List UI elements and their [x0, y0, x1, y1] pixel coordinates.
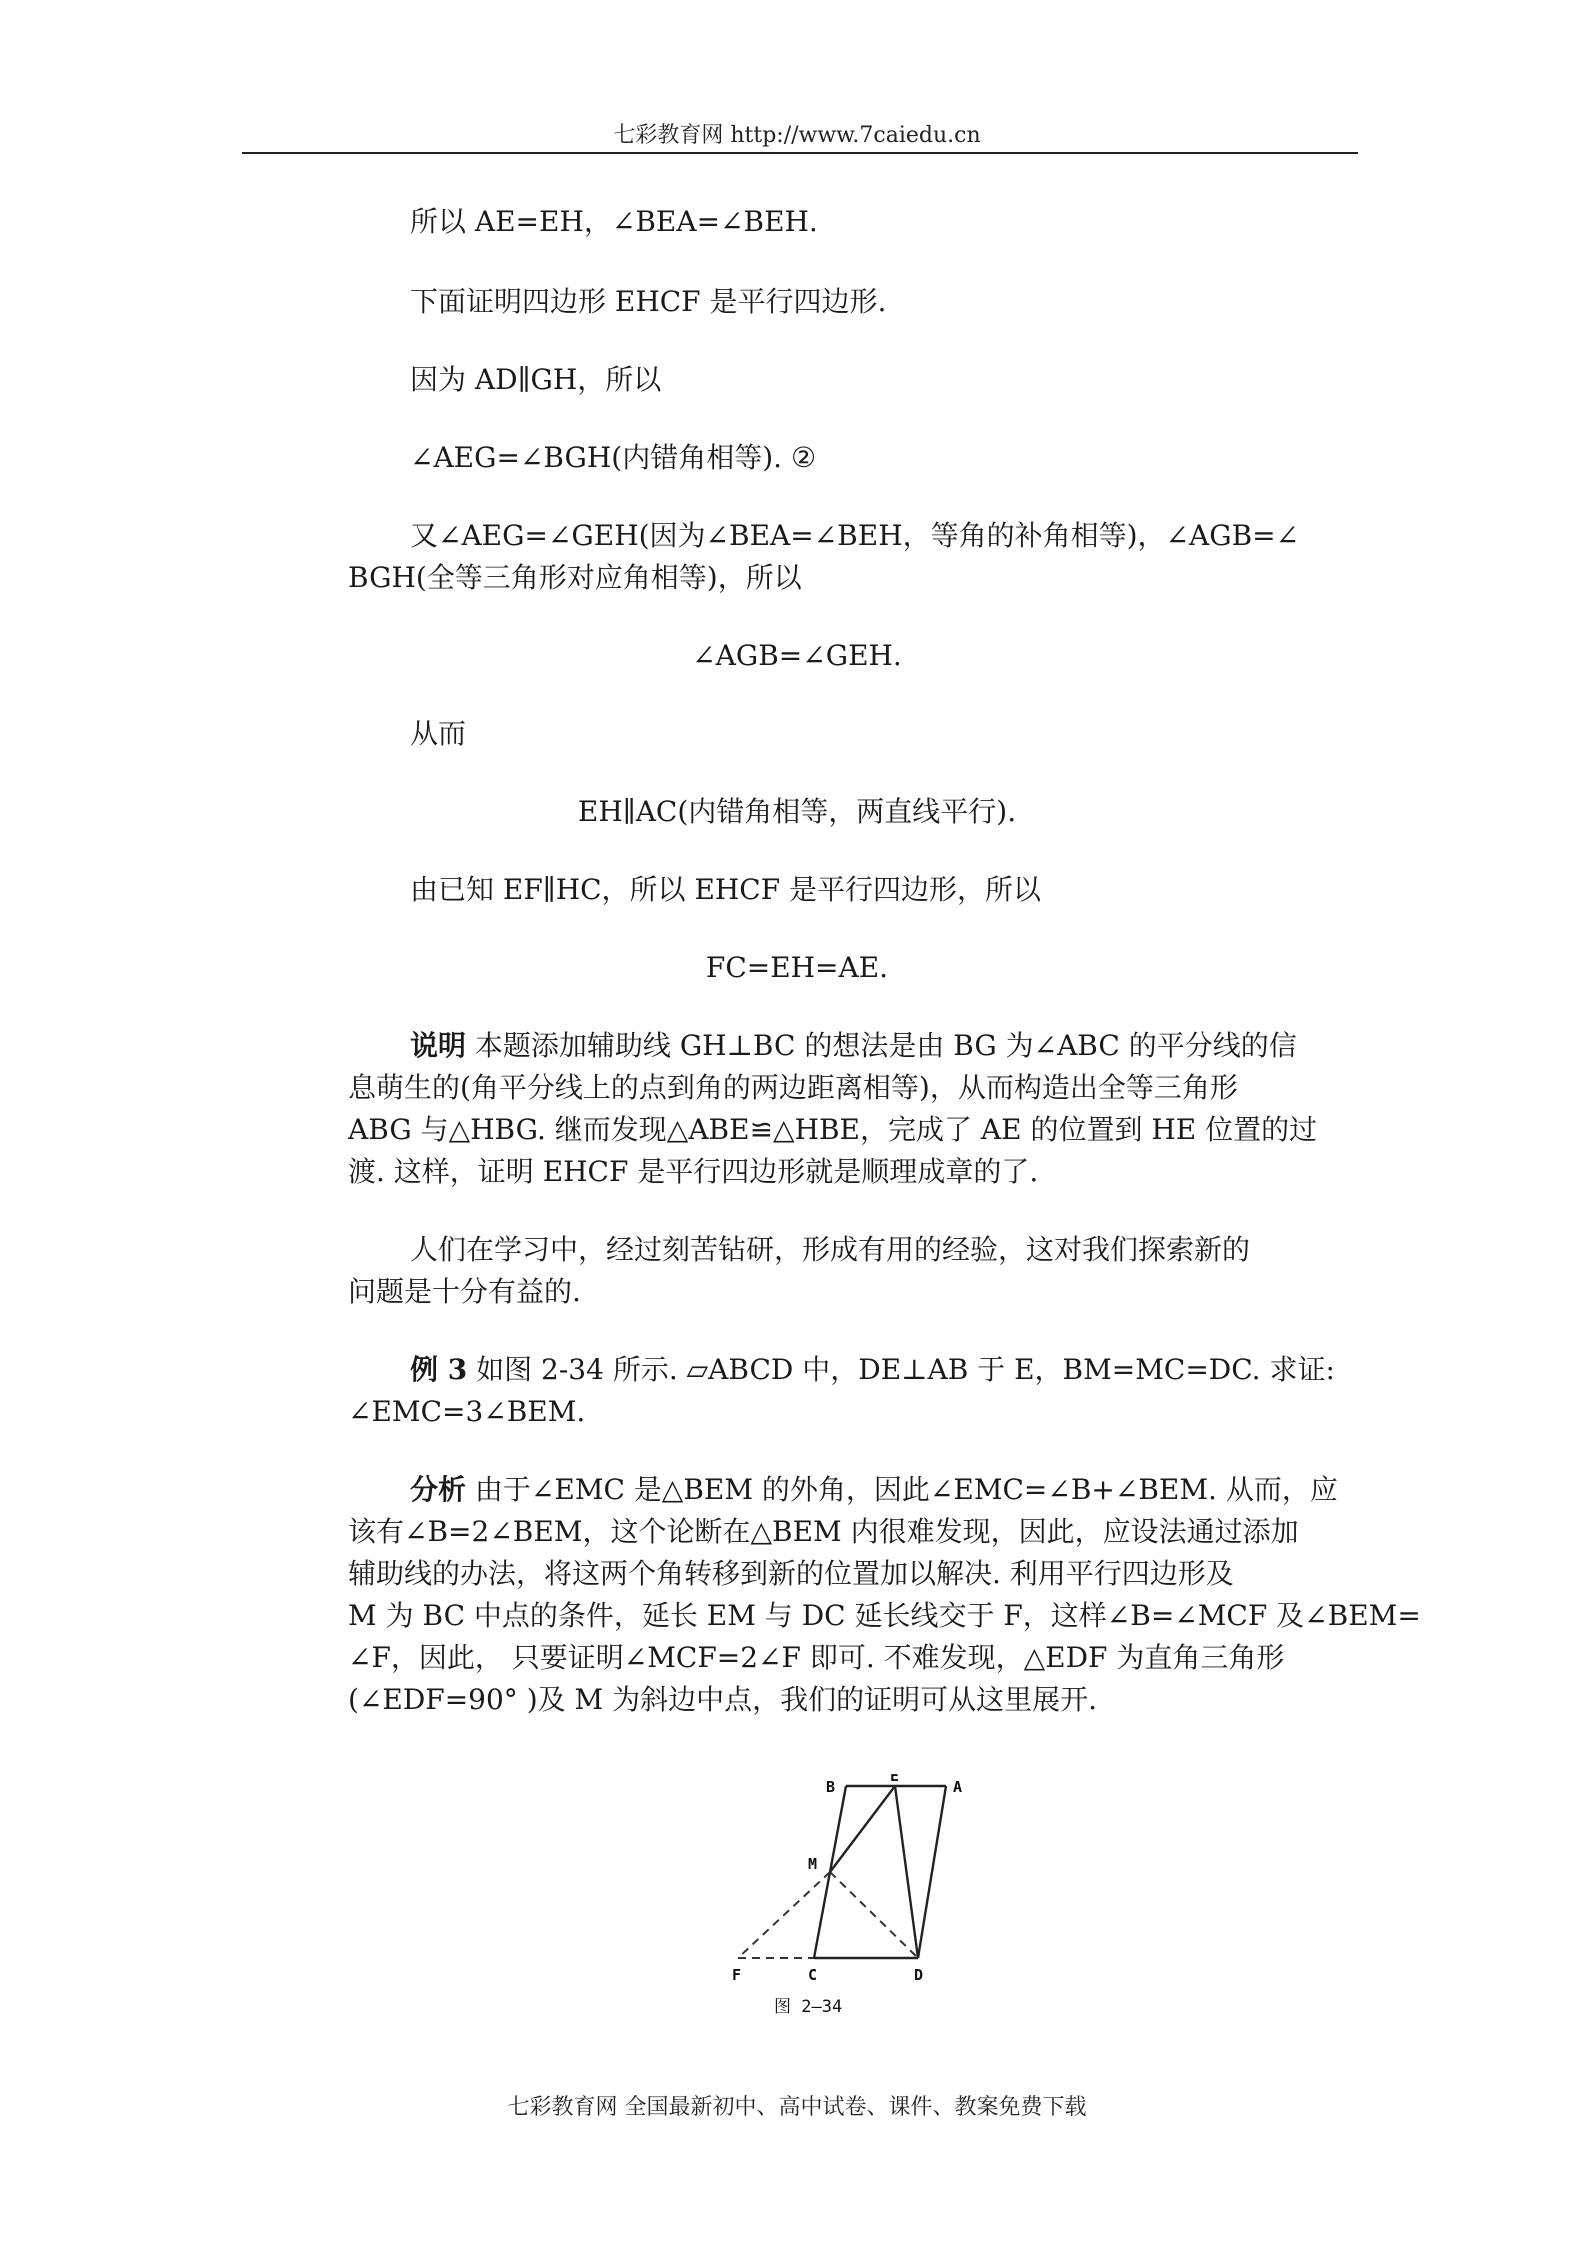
example-text: 如图 2-34 所示. ▱ABCD 中，DE⊥AB 于 E，BM=MC=DC. 求证:	[467, 1353, 1335, 1386]
point-label-f: F	[732, 1966, 742, 1984]
text-line: ∠AEG=∠BGH(内错角相等). ②	[410, 441, 817, 474]
segment-ad	[918, 1786, 946, 1958]
text-line: 所以 AE=EH，∠BEA=∠BEH.	[410, 205, 818, 238]
segment-em	[830, 1786, 895, 1872]
text-line: 辅助线的办法，将这两个角转移到新的位置加以解决. 利用平行四边形及	[348, 1557, 1234, 1590]
point-label-e: E	[890, 1774, 900, 1785]
point-label-b: B	[826, 1778, 836, 1796]
text-line: 从而	[410, 717, 467, 750]
text-line: ABG 与△HBG. 继而发现△ABE≌△HBE，完成了 AE 的位置到 HE 位置的过	[348, 1113, 1318, 1146]
segment-ed	[895, 1786, 918, 1958]
text-line: 息萌生的(角平分线上的点到角的两边距离相等)，从而构造出全等三角形	[348, 1071, 1238, 1104]
analysis-label: 分析	[410, 1473, 467, 1506]
point-label-c: C	[808, 1966, 818, 1984]
point-label-m: M	[808, 1855, 818, 1873]
text-line: 由已知 EF∥HC，所以 EHCF 是平行四边形，所以	[410, 873, 1042, 906]
example-line	[410, 1350, 1594, 1390]
text-line: 问题是十分有益的.	[348, 1275, 581, 1308]
analysis-line	[410, 1470, 1594, 1510]
analysis-text: 由于∠EMC 是△BEM 的外角，因此∠EMC=∠B+∠BEM. 从而，应	[466, 1473, 1338, 1506]
text-line: 人们在学习中，经过刻苦钻研，形成有用的经验，这对我们探索新的	[410, 1233, 1251, 1266]
segment-md	[830, 1872, 918, 1958]
figure-caption: 图 2—34	[774, 1997, 843, 2017]
geometry-figure	[720, 1774, 980, 2034]
point-label-d: D	[914, 1966, 924, 1984]
text-line: 该有∠B=2∠BEM，这个论断在△BEM 内很难发现，因此，应设法通过添加	[348, 1515, 1299, 1548]
note-text: 本题添加辅助线 GH⊥BC 的想法是由 BG 为∠ABC 的平分线的信	[466, 1029, 1297, 1062]
note-label: 说明	[410, 1029, 467, 1062]
text-line: BGH(全等三角形对应角相等)，所以	[348, 561, 802, 594]
example-label: 例 3	[410, 1353, 468, 1386]
text-line: 渡. 这样，证明 EHCF 是平行四边形就是顺理成章的了.	[348, 1155, 1039, 1188]
equation-line: EH∥AC(内错角相等，两直线平行).	[577, 795, 1017, 828]
text-line: (∠EDF=90° )及 M 为斜边中点，我们的证明可从这里展开.	[348, 1683, 1097, 1716]
text-line: ∠F，因此， 只要证明∠MCF=2∠F 即可. 不难发现，△EDF 为直角三角形	[348, 1641, 1285, 1674]
page-footer: 七彩教育网 全国最新初中、高中试卷、课件、教案免费下载	[507, 2095, 1087, 2120]
point-label-a: A	[953, 1778, 963, 1796]
equation-line: ∠AGB=∠GEH.	[692, 639, 902, 672]
text-line: ∠EMC=3∠BEM.	[348, 1395, 586, 1428]
text-line: 因为 AD∥GH，所以	[410, 363, 662, 396]
note-line	[410, 1026, 1594, 1066]
text-line: 下面证明四边形 EHCF 是平行四边形.	[410, 285, 887, 318]
text-line: M 为 BC 中点的条件，延长 EM 与 DC 延长线交于 F，这样∠B=∠MCF 及∠BEM=	[348, 1599, 1421, 1632]
header-text: 七彩教育网 http://www.7caiedu.cn	[613, 123, 981, 148]
header-rule	[242, 152, 1358, 154]
equation-line: FC=EH=AE.	[705, 951, 889, 984]
figure-svg	[720, 1774, 980, 2034]
text-line: 又∠AEG=∠GEH(因为∠BEA=∠BEH，等角的补角相等)，∠AGB=∠	[410, 519, 1300, 552]
